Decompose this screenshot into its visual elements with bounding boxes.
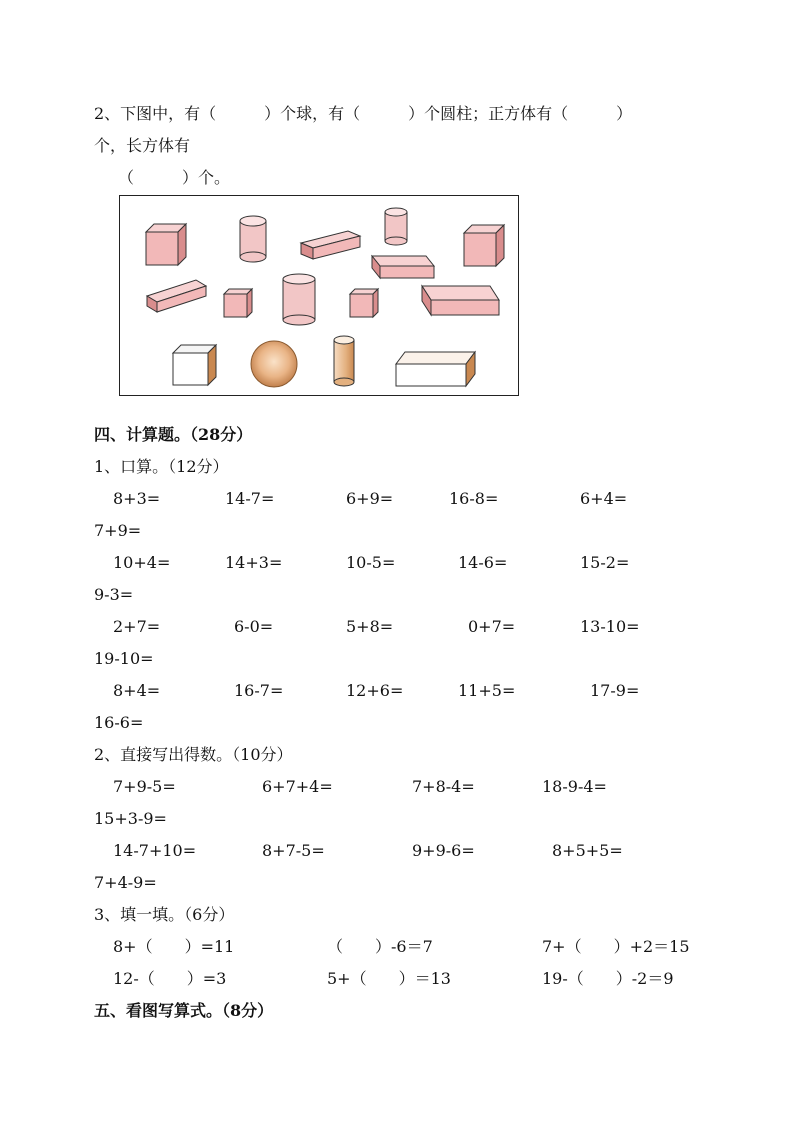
sub3-title: 3、填一填。（6分） (94, 905, 235, 924)
calc-item: 6+7+4= (262, 777, 333, 796)
cylinder-icon (334, 336, 354, 386)
fill-item: 19-（ ）-2＝9 (542, 969, 674, 988)
cube-icon (146, 224, 186, 265)
oral-item: 8+4= (113, 681, 161, 700)
oral-item: 10-5= (346, 553, 396, 572)
oral-item: 14-7= (225, 489, 275, 508)
calc-item: 15+3-9= (94, 809, 167, 828)
oral-item: 14-6= (458, 553, 508, 572)
oral-item: 10+4= (113, 553, 171, 572)
calc-item: 14-7+10= (113, 841, 197, 860)
q2-line3: （ ）个。 (118, 168, 231, 187)
fill-item: 5+（ ）＝13 (327, 969, 451, 988)
oral-item: 15-2= (580, 553, 630, 572)
cylinder-icon (385, 208, 407, 245)
oral-item: 9-3= (94, 585, 134, 604)
q2-line1: 2、下图中，有（ ）个球，有（ ）个圆柱；正方体有（ ） (94, 104, 633, 123)
oral-item: 16-7= (234, 681, 284, 700)
cuboid-icon (396, 352, 475, 386)
fill-item: 7+（ ）+2＝15 (542, 937, 690, 956)
section4-title: 四、计算题。（28分） (94, 425, 253, 444)
oral-item: 5+8= (346, 617, 394, 636)
cube-icon (173, 345, 216, 385)
oral-item: 0+7= (468, 617, 516, 636)
cube-icon (464, 225, 504, 266)
cube-icon (224, 289, 252, 317)
sub1-title: 1、口算。（12分） (94, 457, 229, 476)
oral-item: 11+5= (458, 681, 516, 700)
calc-item: 18-9-4= (542, 777, 607, 796)
cuboid-icon (422, 286, 499, 315)
sub2-title: 2、直接写出得数。（10分） (94, 745, 293, 764)
calc-item: 8+5+5= (552, 841, 623, 860)
cuboid-icon (301, 231, 360, 259)
cylinder-icon (240, 216, 266, 262)
fill-item: （ ）-6＝7 (327, 937, 433, 956)
oral-item: 2+7= (113, 617, 161, 636)
oral-item: 7+9= (94, 521, 142, 540)
oral-item: 6+4= (580, 489, 628, 508)
cuboid-icon (147, 280, 206, 312)
oral-item: 17-9= (590, 681, 640, 700)
oral-item: 14+3= (225, 553, 283, 572)
cube-icon (350, 289, 378, 317)
cuboid-icon (372, 256, 434, 278)
calc-item: 9+9-6= (412, 841, 475, 860)
oral-item: 6-0= (234, 617, 274, 636)
calc-item: 7+8-4= (412, 777, 475, 796)
oral-item: 6+9= (346, 489, 394, 508)
cylinder-icon (283, 274, 315, 325)
oral-item: 12+6= (346, 681, 404, 700)
oral-item: 19-10= (94, 649, 154, 668)
calc-item: 8+7-5= (262, 841, 325, 860)
section5-title: 五、看图写算式。（8分） (94, 1001, 274, 1020)
shapes-figure (119, 195, 519, 396)
fill-item: 8+（ ）=11 (113, 937, 235, 956)
oral-item: 16-8= (449, 489, 499, 508)
oral-item: 8+3= (113, 489, 161, 508)
calc-item: 7+4-9= (94, 873, 157, 892)
sphere-icon (251, 341, 297, 387)
q2-line2: 个，长方体有 (94, 136, 191, 155)
oral-item: 16-6= (94, 713, 144, 732)
oral-item: 13-10= (580, 617, 640, 636)
calc-item: 7+9-5= (113, 777, 176, 796)
fill-item: 12-（ ）=3 (113, 969, 227, 988)
